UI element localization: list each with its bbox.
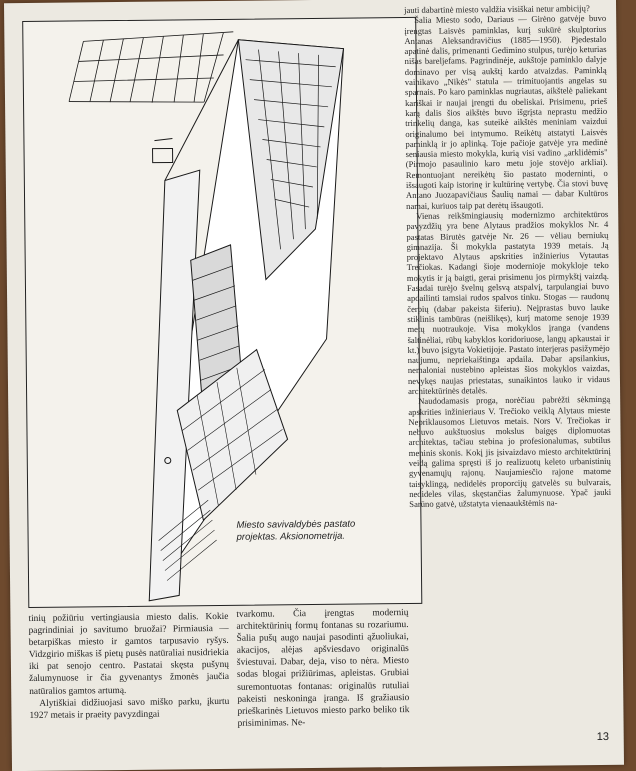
paragraph: Vienas reikšmingiausių modernizmo architektūros pavyzdžių yra bene Alytaus pradžios mokyklos Nr. 4 pastatas Birutės gatvėje Nr. 26 — vėliau berniukų gimnazija. Ši mokykla pastatyta 1939 metais. Ją projektavo Alytaus apskrities inžinierius Vytautas Trečiokas. Kadangi šioje modernioje mokykloje teko mokytis ir ją baigti, gerai prisimenu jos pirmykštį vaizdą. Fasadai turėjo švelnų gelsvą atspalvį, tarpulangiai buvo apdailinti tamsiai rudos spalvos tinku. Stogas — raudonų čerpių (dabar pakeista šiferiu). Neįprastas buvo lauke stiklinis tambūras (neišlikęs), kurį matome senoje 1939 metų nuotraukoje. Visa mokyklos įranga (vandens šaltinėliai, rūbų kabyklos koridoriuose, langų apkaustai ir kt.) buvo įsigyta Vokietijoje. Pastato interjeras pasižymėjo naujumu, nepriekaištinga apdaila. Dabar apsilankius, nemaloniai nustebino apleistas šios mokyklos vaizdas, nevykęs naujas priestatas, sunaikintos lauko ir vidaus architektūrinės detalės. xyxy=(406,208,611,396)
right-text-column xyxy=(404,3,611,510)
page-number: 13 xyxy=(596,730,610,744)
paragraph: Naudodamasis proga, norėčiau pabrėžti sėkmingą apskrities inžinieriaus V. Trečioko veiklą Alytaus mieste Nepriklausomos Lietuvos metais. Nors V. Trečiokas ir nebuvo aukštuosius mokslus baigęs diplomuotas architektas, tačiau stebina jo profesionalumas, subtilus meninis skonis. Kokį jis įsivaizdavo miesto architektūrinį veidą galima spręsti iš jo realizuotų keleto urbanistinių gyvenamųjų rajonų. Naujamiesčio rajone matome taisyklingą, nedidelės proporcijų gatvelės su bulvarais, nedideles vilas, skęstančias žalumynuose. Ypač jauki Sarūno gatvė, užstatyta vienaaukštėmis na- xyxy=(408,394,612,510)
magazine-page xyxy=(4,0,624,771)
bottom-left-column xyxy=(28,611,229,722)
paragraph: Šalia Miesto sodo, Dariaus — Girėno gatvėje buvo įrengtas Laisvės paminklas, kurį sukūrė skulptorius Antanas Aleksandravičius (1885—1950). Pjedestalo apatinė dalis, primenanti Gedimino stulpus, turėjo keturias nišas bareljefams. Pagrindinėje, aukštoje paminklo dalyje dominavo per visą aukštį kardo atvaizdas. Paminklą vainikavo „Nikės" statula — trimituojantis angelas su sparnais. Po karo paminklas nugriautas, aikštelė paliekant kariškai ir naujai įrengti du obeliskai. Prisimenu, prieš karą dalis šios aikštės buvo išgrįsta neprastu medžio trinkelių danga, kas suteikė aikštės meniniam vaizdui originalumo bei intymumo. Reikėtų atstatyti Laisvės paminklą ir jo aplinką. Toje pačioje gatvėje yra medinė seniausia miesto mokykla, kurią visi vadino „arklidėmis" (Pirmojo pasaulinio karo metu joje stovėjo arkliai). Remontuojant nereikėtų šio pastato moderninti, o išsaugoti kaip istorinę ir kultūrinę vertybę. Čia stovi buvę Antano Juozapavičiaus Šaulių namai — dabar Kultūros namai, kuriuos taip pat derėtų išsaugoti. xyxy=(404,13,609,211)
paragraph: Alytiškiai didžiuojasi savo miško parku, įkurtu 1927 metais ir praeity pavyzdingai xyxy=(29,696,230,721)
paragraph: tvarkomu. Čia įrengtas modernių architektūrinių formų fontanas su rozariumu. Šalia pušų augo naujai pasodinti ąžuoliukai, akacijos, alėjas apšviesdavo originalūs šviestuvai. Dabar, deja, viso to nėra. Miesto sodas blogai prižiūrimas, apleistas. Grubiai suremontuotas fontanas: originalūs rutuliai pakeisti neskoninga įranga. Iš gražiausio prieškarinės Lietuvos miesto parko beliko tik prisiminimas. Ne- xyxy=(236,608,410,729)
figure-caption: Miesto savivaldybės pastato projektas. Aksionometrija. xyxy=(236,518,356,543)
bottom-middle-column xyxy=(236,607,409,730)
figure-frame xyxy=(22,17,422,608)
paragraph: jauti dabartinė miesto valdžia visiškai netur ambicijų? xyxy=(404,3,590,16)
paragraph: tinių požiūriu vertingiausia miesto dalis. Kokie pagrindiniai jo savitumo bruožai? Pirmiausia — betarpiškas miesto ir gamtos tarpusavio ryšys. Vidzgirio miškas iš pietų pusės natūraliai nusidriekia iki pat senojo centro. Pastatai skęsta pušynų žalumynuose ir čia gyvenantys žmonės jaučia natūralios gamtos artumą. xyxy=(28,611,230,697)
